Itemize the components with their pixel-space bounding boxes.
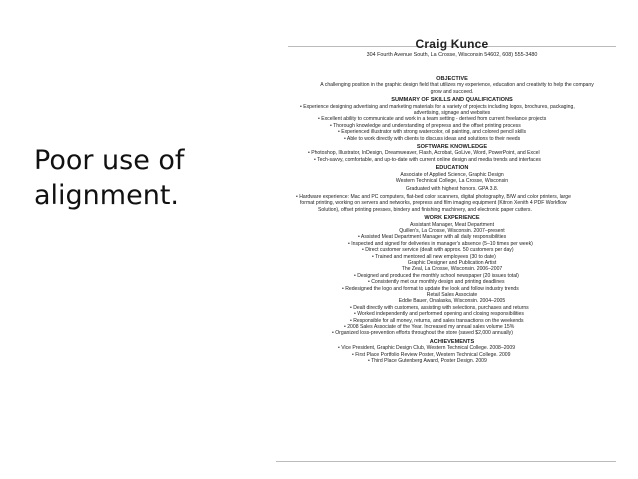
work-line: • Direct customer service (dealt with approx. 50 customers per day)	[362, 247, 514, 254]
achievements-line: • Vice President, Graphic Design Club, Western Technical College. 2008–2009	[338, 345, 516, 352]
work-line: Assistant Manager, Meat Department	[409, 221, 495, 228]
objective-line: grow and succeed.	[430, 88, 474, 95]
education-line: Associate of Applied Science, Graphic Design	[400, 171, 504, 178]
objective-heading: OBJECTIVE	[436, 76, 468, 82]
achievements-line: • First Place Portfolio Review Poster, Western Technical College. 2009	[352, 351, 511, 358]
work-line: • Redesigned the logo and format to update the look and follow industry trends	[342, 285, 519, 292]
education-line: Solution), offset printing presses, bindery and finishing machinery, and electronic paper cutters.	[318, 206, 532, 213]
work-line: • Trained and mentored all new employees (30 to date)	[372, 253, 496, 260]
caption-line-2: alignment.	[34, 180, 179, 211]
skills-line: • Able to work directly with clients to discuss ideas and solutions to their needs	[344, 135, 521, 142]
work-line: • Consistently met our monthly design and printing deadlines	[368, 279, 505, 286]
caption-line-1: Poor use of	[34, 145, 185, 176]
resume-bottom-rule	[276, 461, 616, 462]
resume-name: Craig Kunce	[415, 37, 489, 51]
slide-caption	[34, 143, 244, 213]
skills-line: advertising, signage and websites	[413, 110, 491, 117]
resume-body	[288, 74, 616, 364]
work-line: Eddie Bauer, Onalaska, Wisconsin. 2004–2005	[398, 298, 506, 305]
achievements-line: • Third Place Gutenberg Award, Poster Design. 2009	[368, 358, 487, 365]
work-line: • Organized loss-prevention efforts throughout the store (saved $2,000 annually)	[332, 330, 513, 337]
work-line: Retail Sales Associate	[426, 292, 478, 298]
skills-line: • Experience designing advertising and marketing materials for a variety of projects including logos, brochures, packaging,	[300, 103, 575, 110]
resume-address: 304 Fourth Avenue South, La Crosse, Wisconsin 54602, 608) 555-3480	[366, 52, 538, 58]
skills-line: • Excellent ability to communicate and work in a team setting - derived from current freelance projects	[318, 116, 547, 123]
work-line: Quillen's, La Crosse, Wisconsin. 2007–present	[399, 227, 505, 234]
education-line: • Hardware experience: Mac and PC computers, flat-bed color scanners, digital photography, B/W and color printers, large	[296, 193, 571, 200]
achievements-heading: ACHIEVEMENTS	[429, 338, 475, 345]
work-line: • Dealt directly with customers, assisting with selections, purchases and returns	[350, 304, 529, 311]
work-line: • Designed and produced the monthly school newspaper (20 issues total)	[354, 272, 519, 279]
skills-line: • Thorough knowledge and understanding of prepress and the offset printing process	[330, 122, 521, 129]
resume-image	[288, 30, 616, 458]
work-line: • Worked independently and performed opening and closing responsibilities	[354, 311, 524, 318]
work-line: Graphic Designer and Publication Artist	[407, 259, 497, 266]
education-line: Graduated with highest honors. GPA 3.8.	[405, 185, 499, 192]
work-line: The Zeal, La Crosse, Wisconsin. 2006–2007	[401, 266, 503, 273]
work-line: • Responsible for all money, returns, and sales transactions on the weekends	[350, 317, 524, 324]
work-line: • Inspected and signed for deliveries in manager's absence (5–10 times per week)	[348, 240, 533, 247]
skills-heading: SUMMARY OF SKILLS AND QUALIFICATIONS	[391, 97, 513, 104]
work-heading: WORK EXPERIENCE	[424, 215, 480, 222]
work-line: • 2008 Sales Associate of the Year. Increased my annual sales volume 15%	[344, 324, 515, 331]
software-heading: SOFTWARE KNOWLEDGE	[416, 144, 488, 151]
skills-line: • Experienced illustrator with strong watercolor, oil painting, and colored pencil skills	[338, 129, 527, 136]
education-line: Western Technical College, La Crosse, Wisconsin	[395, 178, 509, 185]
education-line: format printing, working on servers and networks, prepress and film imaging equipment (Kitron Xenith 4 PDF Workflow	[300, 200, 567, 207]
education-heading: EDUCATION	[435, 165, 469, 172]
work-line: • Assisted Meat Department Manager with all daily responsibilities	[358, 234, 507, 241]
objective-line: A challenging position in the graphic design field that utilizes my experience, education and creativity to help the company	[320, 82, 594, 89]
software-line: • Tech-savvy, comfortable, and up-to-date with current online design and media trends and interfaces	[314, 156, 541, 163]
software-line: • Photoshop, Illustrator, InDesign, Dreamweaver, Flash, Acrobat, GoLive, Word, PowerPoint, and Excel	[308, 150, 540, 157]
